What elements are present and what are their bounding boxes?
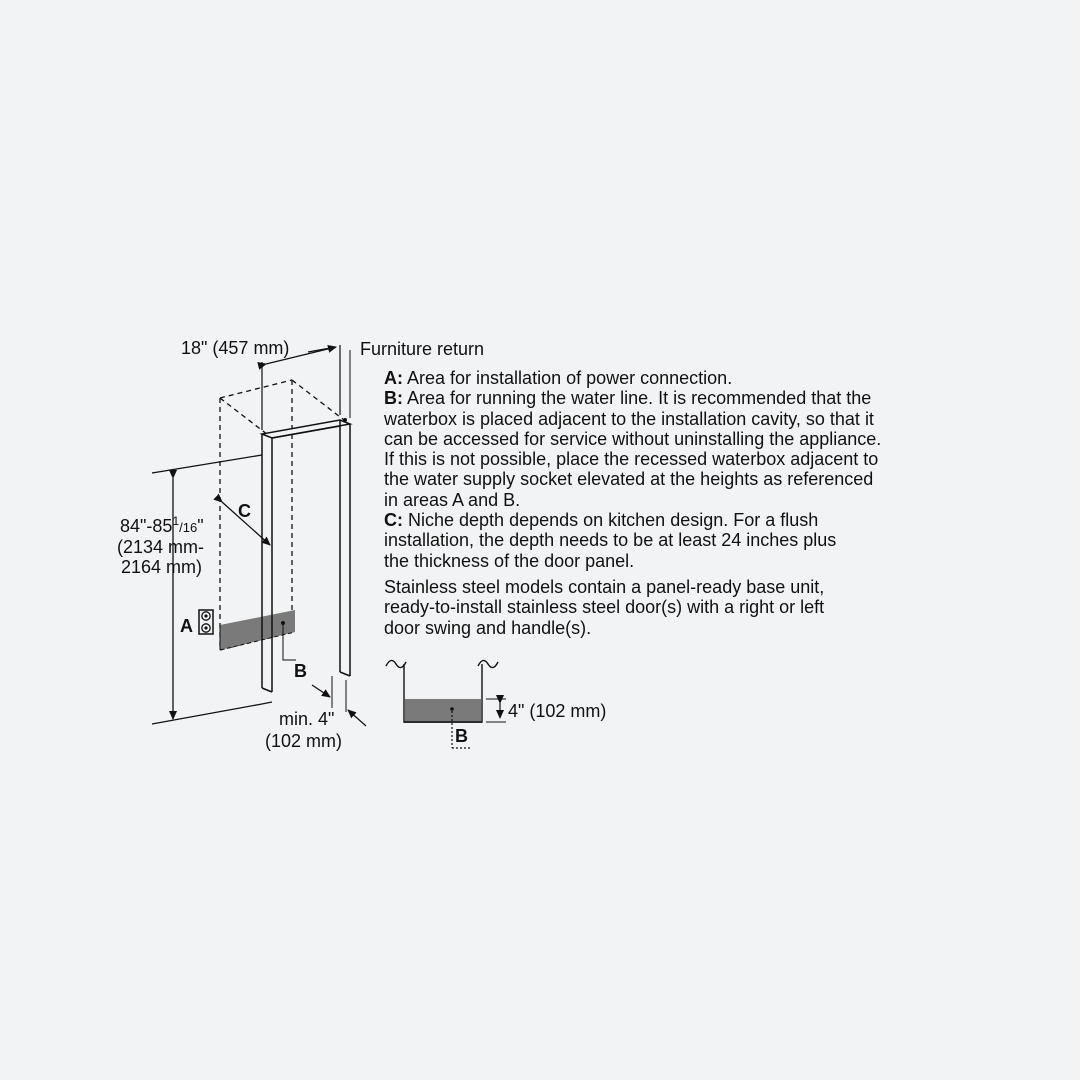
water-line-area [220, 610, 295, 650]
detail-water-line-area [405, 699, 481, 721]
width-label: 18" (457 mm) [181, 338, 290, 358]
desc-b-4: If this is not possible, place the recessed waterbox adjacent to [384, 449, 879, 470]
desc-c-3: the thickness of the door panel. [384, 550, 635, 571]
height-label-mm-2: 2164 mm) [121, 557, 203, 577]
min-depth-label-mm: (102 mm) [265, 731, 343, 751]
description-text [384, 368, 984, 638]
note-3: door swing and handle(s). [384, 617, 592, 638]
note-1: Stainless steel models contain a panel-ready base unit, [384, 576, 825, 597]
label-b: B [294, 661, 307, 681]
detail-label-b: B [455, 726, 468, 746]
note-2: ready-to-install stainless steel door(s) with a right or left [384, 597, 825, 618]
label-a: A [180, 616, 193, 636]
desc-c-2: installation, the depth needs to be at least 24 inches plus [384, 530, 837, 551]
desc-c-1: C: Niche depth depends on kitchen design. For a flush [384, 510, 819, 531]
furniture-return [262, 420, 350, 692]
height-label-mm-1: (2134 mm- [117, 537, 205, 557]
furniture-return-label: Furniture return [360, 339, 485, 359]
detail-height-label: 4" (102 mm) [508, 701, 607, 721]
height-label: $84"-85^1_{/16}$" [120, 514, 204, 536]
desc-b-2: waterbox is placed adjacent to the installation cavity, so that it [384, 408, 874, 429]
desc-b-1: B: Area for running the water line. It is recommended that the [384, 388, 872, 409]
desc-a: A: Area for installation of power connection. [384, 368, 733, 388]
desc-b-3: can be accessed for service without uninstalling the appliance. [384, 428, 882, 449]
desc-b-5: the water supply socket elevated at the heights as referenced [384, 469, 874, 490]
min-depth-label: min. 4" [279, 709, 335, 729]
label-c: C [238, 501, 251, 521]
power-socket-icon [199, 610, 213, 634]
desc-b-6: in areas A and B. [384, 489, 521, 510]
